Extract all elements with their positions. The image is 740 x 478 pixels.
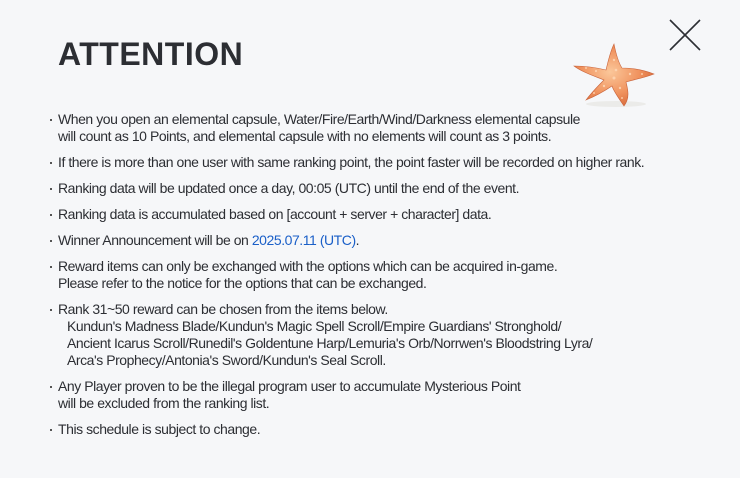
notice-text: If there is more than one user with same ranking point, the point faster will be recorded on higher rank.: [58, 154, 645, 170]
notice-text: will count as 10 Points, and elemental capsule with no elements will count as 3 points.: [58, 128, 552, 144]
notice-list: [48, 111, 708, 447]
starfish-icon: [570, 40, 660, 110]
notice-text: Please refer to the notice for the options that can be exchanged.: [58, 275, 427, 291]
reward-items-text: Ancient Icarus Scroll/Runedil's Goldentune Harp/Lemuria's Orb/Norrwen's Bloodstring Lyra/: [67, 335, 593, 351]
list-item: [48, 258, 708, 292]
list-item: [48, 180, 708, 197]
list-item: [48, 111, 708, 145]
notice-text: Ranking data will be updated once a day, 00:05 (UTC) until the end of the event.: [58, 180, 520, 196]
notice-text: Any Player proven to be the illegal program user to accumulate Mysterious Point: [58, 378, 521, 394]
announcement-date: 2025.07.11 (UTC): [251, 232, 356, 248]
close-button[interactable]: [666, 16, 704, 54]
announcement-prefix: Winner Announcement will be on: [58, 232, 252, 248]
list-item: [48, 301, 708, 369]
modal-title: ATTENTION: [58, 36, 244, 72]
notice-text: [58, 232, 708, 249]
reward-items-text: Kundun's Madness Blade/Kundun's Magic Spell Scroll/Empire Guardians' Stronghold/: [67, 318, 562, 334]
announcement-suffix: .: [355, 232, 360, 248]
list-item: [48, 421, 708, 438]
notice-text: Ranking data is accumulated based on [account + server + character] data.: [58, 206, 492, 222]
list-item: [48, 154, 708, 171]
close-x-icon: [666, 16, 704, 54]
list-item: [48, 232, 708, 249]
notice-text: This schedule is subject to change.: [58, 421, 261, 437]
notice-text: When you open an elemental capsule, Water/Fire/Earth/Wind/Darkness elemental capsule: [58, 111, 580, 127]
notice-text: Rank 31~50 reward can be chosen from the items below.: [58, 301, 388, 317]
reward-items-text: Arca's Prophecy/Antonia's Sword/Kundun's Seal Scroll.: [67, 352, 386, 368]
list-item: [48, 206, 708, 223]
notice-text: Reward items can only be exchanged with the options which can be acquired in-game.: [58, 258, 558, 274]
list-item: [48, 378, 708, 412]
notice-text: will be excluded from the ranking list.: [58, 395, 270, 411]
